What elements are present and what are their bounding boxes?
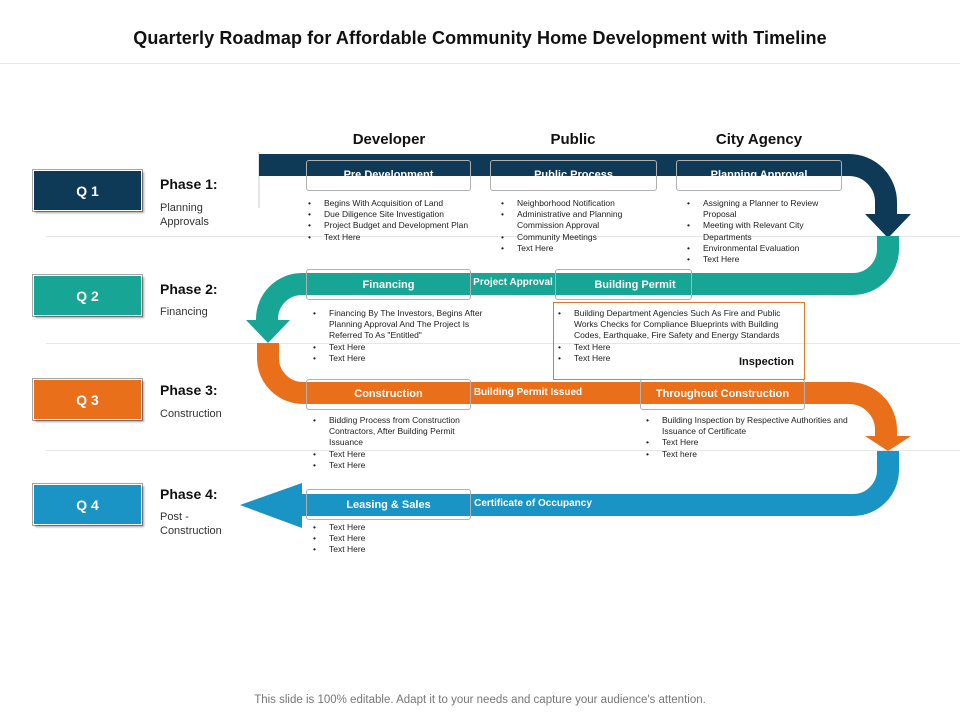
phase-subtitle-2: Financing — [160, 306, 208, 318]
bullet-item: • Text Here — [309, 342, 494, 353]
bullet-item: • Text Here — [309, 460, 489, 471]
phase-title-3: Phase 3: — [160, 382, 218, 398]
column-header-developer: Developer — [352, 131, 426, 148]
bullet-item: • Text Here — [309, 353, 494, 364]
column-header-public: Public — [550, 131, 596, 148]
phase-subtitle-1: Planning Approvals — [160, 202, 209, 228]
bullet-list-construction — [309, 415, 489, 471]
bullet-item: • Text Here — [642, 437, 862, 448]
flow-arrowhead-q3 — [865, 436, 911, 451]
bullet-item: • Text Here — [304, 232, 494, 243]
bullet-list-financing — [309, 308, 494, 364]
bullet-item: • Meeting with Relevant City Departments — [683, 220, 843, 242]
bullet-item: • Project Budget and Development Plan — [304, 220, 494, 231]
quarter-badge-q4: Q 4 — [33, 484, 142, 525]
bullet-item: • Text Here — [554, 353, 802, 364]
bullet-item: • Due Diligence Site Investigation — [304, 209, 494, 220]
quarter-badge-q1: Q 1 — [33, 170, 142, 211]
phase-subtitle-4: Post - Construction — [160, 511, 222, 537]
step-label-financing: Financing — [362, 279, 415, 291]
flow-arrowhead-q2 — [246, 320, 290, 343]
quarter-badge-q3: Q 3 — [33, 379, 142, 420]
bullet-item: • Text Here — [309, 522, 469, 533]
step-label-building-permit-issued: Building Permit Issued — [473, 387, 583, 398]
bullet-item: • Neighborhood Notification — [497, 198, 657, 209]
bullet-item: • Environmental Evaluation — [683, 243, 843, 254]
step-label-pre-development: Pre Development — [343, 169, 434, 181]
bullet-list-public-process — [497, 198, 657, 254]
footer-note: This slide is 100% editable. Adapt it to your needs and capture your audience's attention. — [254, 694, 706, 706]
bullet-list-throughout-construction — [642, 415, 862, 460]
bullet-item: • Building Department Agencies Such As Fire and Public Works Checks for Compliance Blueprints with Building Codes, Earthquake, Fire Safety and Energy Standards — [554, 308, 802, 342]
bullet-item: • Begins With Acquisition of Land — [304, 198, 494, 209]
bullet-list-leasing-sales — [309, 522, 469, 556]
step-label-construction: Construction — [354, 388, 423, 400]
bullet-item: • Bidding Process from Construction Contractors, After Building Permit Issuance — [309, 415, 489, 449]
phase-subtitle-3: Construction — [160, 408, 222, 420]
step-label-public-process: Public Process — [534, 169, 613, 181]
step-label-planning-approval: Planning Approval — [710, 169, 808, 181]
quarter-badge-q2: Q 2 — [33, 275, 142, 316]
step-label-leasing-sales: Leasing & Sales — [346, 499, 431, 511]
phase-title-4: Phase 4: — [160, 486, 218, 502]
flow-arrowhead-q4 — [240, 483, 302, 528]
bullet-item: • Text here — [642, 449, 862, 460]
page-title: Quarterly Roadmap for Affordable Community Home Development with Timeline — [133, 28, 827, 48]
inspection-label: Inspection — [739, 356, 795, 368]
phase-title-2: Phase 2: — [160, 281, 218, 297]
bullet-item: • Building Inspection by Respective Authorities and Issuance of Certificate — [642, 415, 862, 437]
bullet-list-planning-approval — [683, 198, 843, 265]
step-label-throughout-construction: Throughout Construction — [655, 388, 790, 400]
step-label-certificate-of-occupancy: Certificate of Occupancy — [474, 498, 592, 509]
bullet-list-building-permit — [554, 308, 802, 364]
bullet-item: • Text Here — [554, 342, 802, 353]
column-header-city-agency: City Agency — [715, 131, 803, 148]
flow-arrowhead-q1 — [865, 214, 911, 238]
bullet-item: • Text Here — [309, 544, 469, 555]
step-label-building-permit: Building Permit — [594, 279, 676, 291]
bullet-list-pre-development — [304, 198, 494, 243]
bullet-item: • Text Here — [309, 449, 489, 460]
bullet-item: • Text Here — [497, 243, 657, 254]
bullet-item: • Community Meetings — [497, 232, 657, 243]
bullet-item: • Text Here — [309, 533, 469, 544]
bullet-item: • Assigning a Planner to Review Proposal — [683, 198, 843, 220]
bullet-item: • Text Here — [683, 254, 843, 265]
step-label-project-approval: Project Approval — [473, 277, 553, 288]
bullet-item: • Administrative and Planning Commission Approval — [497, 209, 657, 231]
bullet-item: • Financing By The Investors, Begins After Planning Approval And The Project Is Referred To As "Entitled" — [309, 308, 494, 342]
phase-title-1: Phase 1: — [160, 176, 218, 192]
